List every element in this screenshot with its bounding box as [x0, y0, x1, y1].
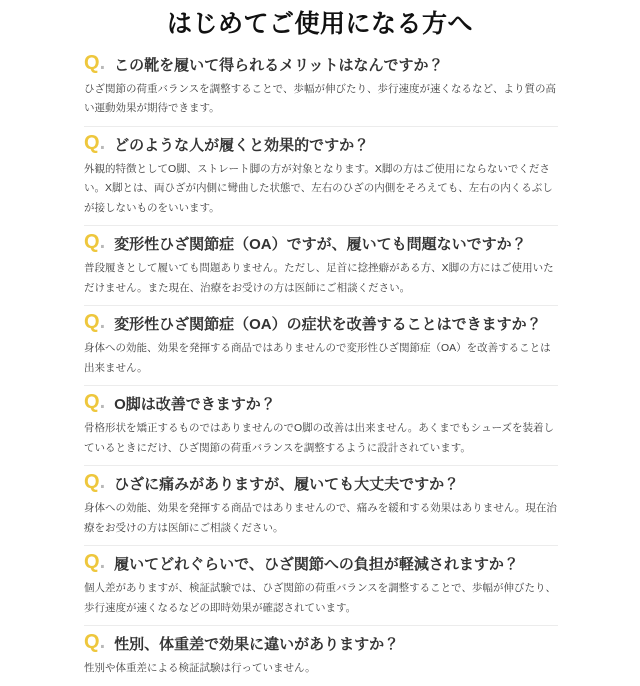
q-marker — [84, 133, 105, 154]
q-dot: . — [99, 631, 106, 654]
q-dot: . — [99, 471, 106, 494]
q-letter: Q — [84, 51, 100, 74]
question-row — [84, 472, 558, 495]
q-letter: Q — [84, 231, 100, 254]
q-letter: Q — [84, 131, 100, 154]
q-dot: . — [99, 391, 106, 414]
question-row — [84, 133, 558, 156]
faq-item — [84, 466, 558, 546]
q-letter: Q — [84, 311, 100, 334]
faq-item — [84, 127, 558, 227]
answer-text: 骨格形状を矯正するものではありませんのでO脚の改善は出来ません。あくまでもシューズを装着しているときにだけ、ひざ関節の荷重バランスを調整するように設計されています。 — [84, 422, 555, 454]
question-row — [84, 53, 558, 76]
q-dot: . — [99, 131, 106, 154]
q-marker — [84, 53, 105, 74]
question-row — [84, 232, 558, 255]
q-letter: Q — [84, 391, 100, 414]
question-text: 変形性ひざ関節症（OA）の症状を改善することはできますか？ — [114, 316, 542, 334]
question-text: 性別、体重差で効果に違いがありますか？ — [114, 636, 400, 654]
page-title: はじめてご使用になる方へ — [166, 10, 473, 38]
question-row — [84, 392, 558, 415]
question-text: ひざに痛みがありますが、履いても大丈夫ですか？ — [114, 476, 460, 494]
answer-text: ひざ関節の荷重バランスを調整することで、歩幅が伸びたり、歩行速度が速くなるなど、より質の高い運動効果が期待できます。 — [84, 82, 556, 115]
question-text: 変形性ひざ関節症（OA）ですが、履いても問題ないですか？ — [114, 236, 527, 254]
q-marker — [84, 232, 105, 253]
answer-text: 個人差がありますが、検証試験では、ひざ関節の荷重バランスを調整することで、歩幅が伸びたり、歩行速度が速くなるなどの即時効果が確認されています。 — [84, 582, 556, 614]
question-row — [84, 312, 558, 335]
q-dot: . — [99, 551, 106, 574]
faq-item — [84, 626, 558, 686]
question-text: O脚は改善できますか？ — [114, 396, 276, 414]
q-dot: . — [99, 311, 106, 334]
answer-text: 身体への効能、効果を発揮する商品ではありませんので変形性ひざ関節症（OA）を改善することは出来ません。 — [84, 342, 551, 374]
answer-text: 外観的特徴としてO脚、ストレート脚の方が対象となります。X脚の方はご使用にならないでください。X脚とは、両ひざが内側に彎曲した状態で、左右のひざの内側をそろえても、左右の内くるぶしが接しないものをいいます。 — [84, 162, 553, 214]
q-marker — [84, 312, 105, 333]
q-letter: Q — [84, 631, 100, 654]
question-row — [84, 552, 558, 575]
question-row — [84, 632, 558, 655]
faq-list — [84, 47, 558, 686]
q-dot: . — [99, 51, 106, 74]
answer-text: 性別や体重差による検証試験は行っていません。 — [84, 662, 316, 675]
question-text: この靴を履いて得られるメリットはなんですか？ — [114, 56, 444, 74]
question-text: 履いてどれぐらいで、ひざ関節への負担が軽減されますか？ — [114, 556, 519, 574]
faq-item — [84, 386, 558, 466]
q-marker — [84, 552, 105, 573]
q-marker — [84, 392, 105, 413]
q-marker — [84, 472, 105, 493]
answer-text: 普段履きとして履いても問題ありません。ただし、足首に捻挫癖がある方、X脚の方にはご使用いただけません。また現在、治療をお受けの方は医師にご相談ください。 — [84, 262, 554, 294]
q-letter: Q — [84, 551, 100, 574]
q-marker — [84, 632, 105, 653]
q-dot: . — [99, 231, 106, 254]
q-letter: Q — [84, 471, 100, 494]
faq-item — [84, 546, 558, 626]
answer-text: 身体への効能、効果を発揮する商品ではありませんので、痛みを緩和する効果はありません。現在治療をお受けの方は医師にご相談ください。 — [84, 502, 557, 534]
faq-item — [84, 306, 558, 386]
faq-item — [84, 226, 558, 306]
question-text: どのような人が履くと効果的ですか？ — [114, 136, 370, 154]
faq-item — [84, 47, 558, 127]
